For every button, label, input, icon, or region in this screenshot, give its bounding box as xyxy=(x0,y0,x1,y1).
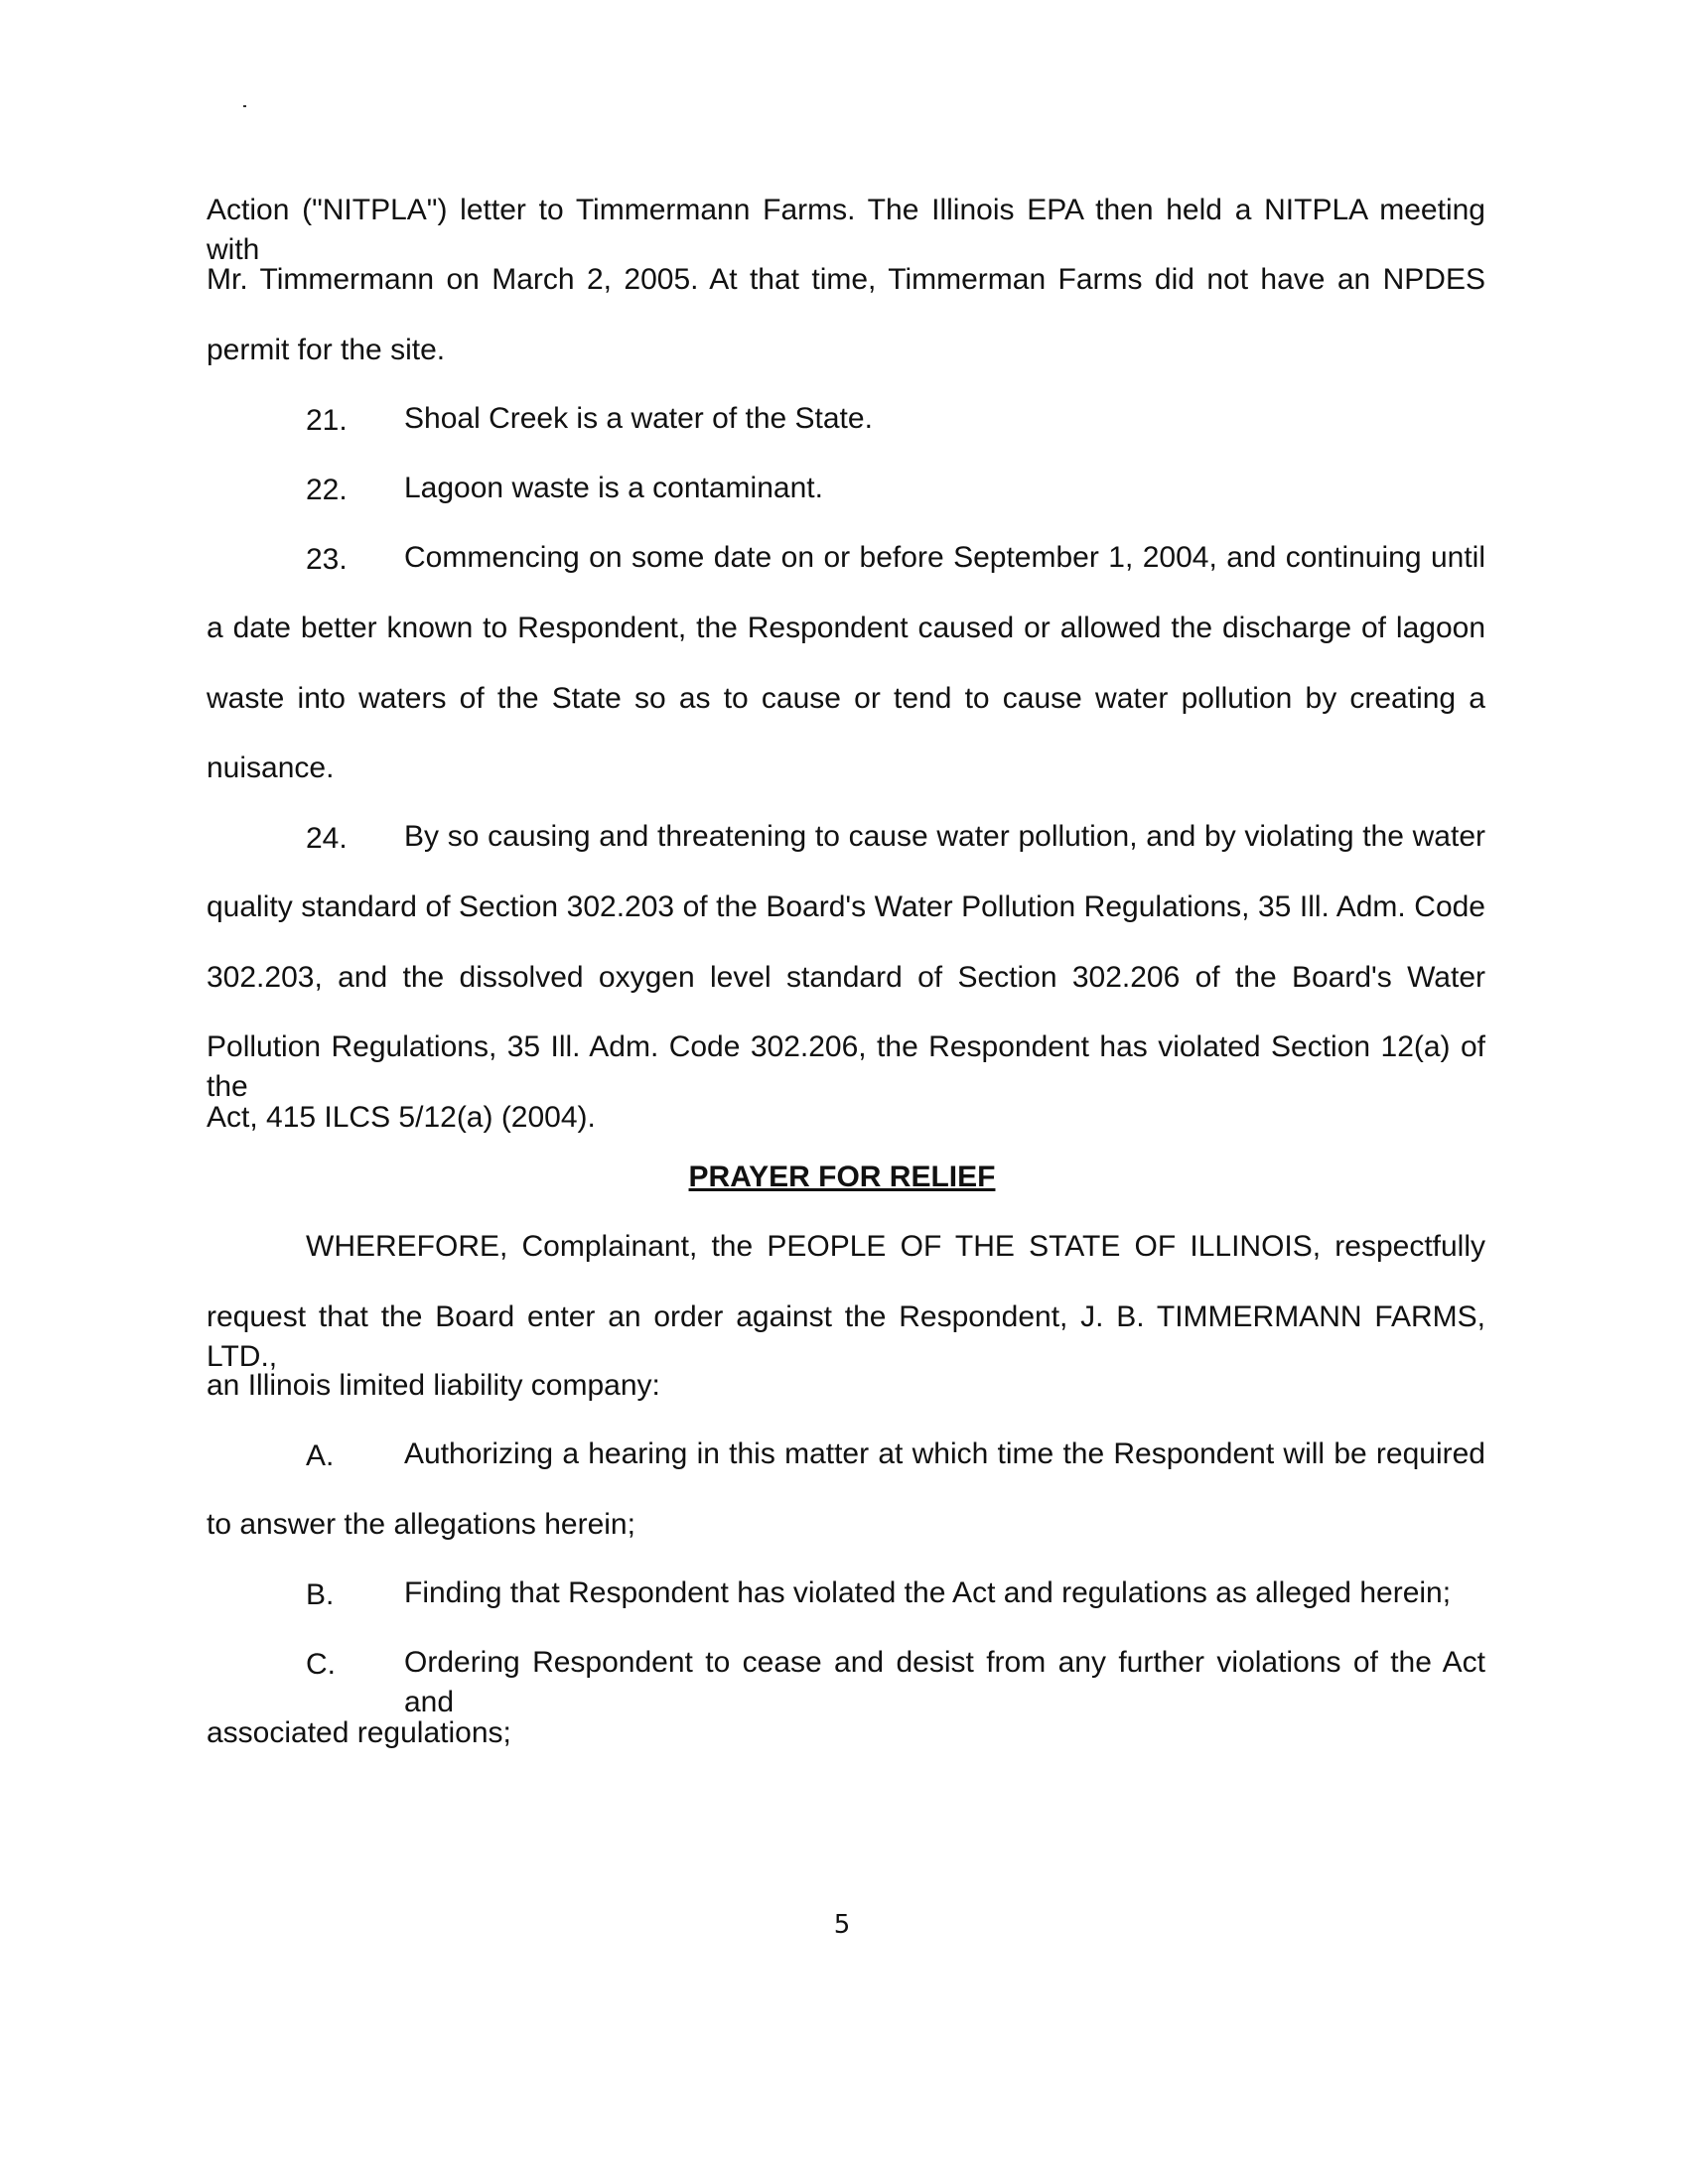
prayer-line-3: an Illinois limited liability company: xyxy=(207,1369,660,1402)
item-a-letter: A. xyxy=(306,1439,335,1472)
scan-speck xyxy=(243,105,246,107)
page-number: 5 xyxy=(833,1910,851,1940)
para-21-text: Shoal Creek is a water of the State. xyxy=(404,402,873,435)
item-a-line-2: to answer the allegations herein; xyxy=(207,1508,635,1541)
item-c-line-2: associated regulations; xyxy=(207,1716,511,1749)
item-b-text: Finding that Respondent has violated the Act and regulations as alleged herein; xyxy=(404,1576,1452,1609)
para-21-number: 21. xyxy=(306,404,348,437)
section-heading: PRAYER FOR RELIEF xyxy=(688,1160,996,1193)
prayer-line-2: request that the Board enter an order against the Respondent, J. B. TIMMERMANN FARMS, LTD., xyxy=(207,1300,1485,1373)
para-23-line-4: nuisance. xyxy=(207,751,335,784)
para-24-number: 24. xyxy=(306,822,348,855)
para-23-number: 23. xyxy=(306,543,348,576)
item-c-line-1: Ordering Respondent to cease and desist from any further violations of the Act and xyxy=(404,1646,1485,1718)
para-24-line-1: By so causing and threatening to cause water pollution, and by violating the water xyxy=(404,820,1485,853)
para-23-line-1: Commencing on some date on or before September 1, 2004, and continuing until xyxy=(404,541,1485,574)
item-b-letter: B. xyxy=(306,1578,335,1611)
para-24-line-2: quality standard of Section 302.203 of the Board's Water Pollution Regulations, 35 Ill. Adm. Code xyxy=(207,890,1485,923)
para-24-line-5: Act, 415 ILCS 5/12(a) (2004). xyxy=(207,1101,596,1134)
continuation-line-2: Mr. Timmermann on March 2, 2005. At that time, Timmerman Farms did not have an NPDES xyxy=(207,263,1485,296)
continuation-line-3: permit for the site. xyxy=(207,334,446,366)
item-c-letter: C. xyxy=(306,1648,336,1681)
prayer-line-1: WHEREFORE, Complainant, the PEOPLE OF THE STATE OF ILLINOIS, respectfully xyxy=(306,1230,1485,1263)
para-23-line-3: waste into waters of the State so as to cause or tend to cause water pollution by creating a xyxy=(207,682,1485,715)
para-22-number: 22. xyxy=(306,474,348,506)
para-24-line-4: Pollution Regulations, 35 Ill. Adm. Code 302.206, the Respondent has violated Section 12(a) of the xyxy=(207,1030,1485,1103)
para-22-text: Lagoon waste is a contaminant. xyxy=(404,472,823,504)
para-23-line-2: a date better known to Respondent, the Respondent caused or allowed the discharge of lagoon xyxy=(207,612,1485,644)
continuation-line-1: Action ("NITPLA") letter to Timmermann Farms. The Illinois EPA then held a NITPLA meeting with xyxy=(207,194,1485,266)
item-a-line-1: Authorizing a hearing in this matter at which time the Respondent will be required xyxy=(404,1437,1485,1470)
para-24-line-3: 302.203, and the dissolved oxygen level standard of Section 302.206 of the Board's Water xyxy=(207,961,1485,994)
